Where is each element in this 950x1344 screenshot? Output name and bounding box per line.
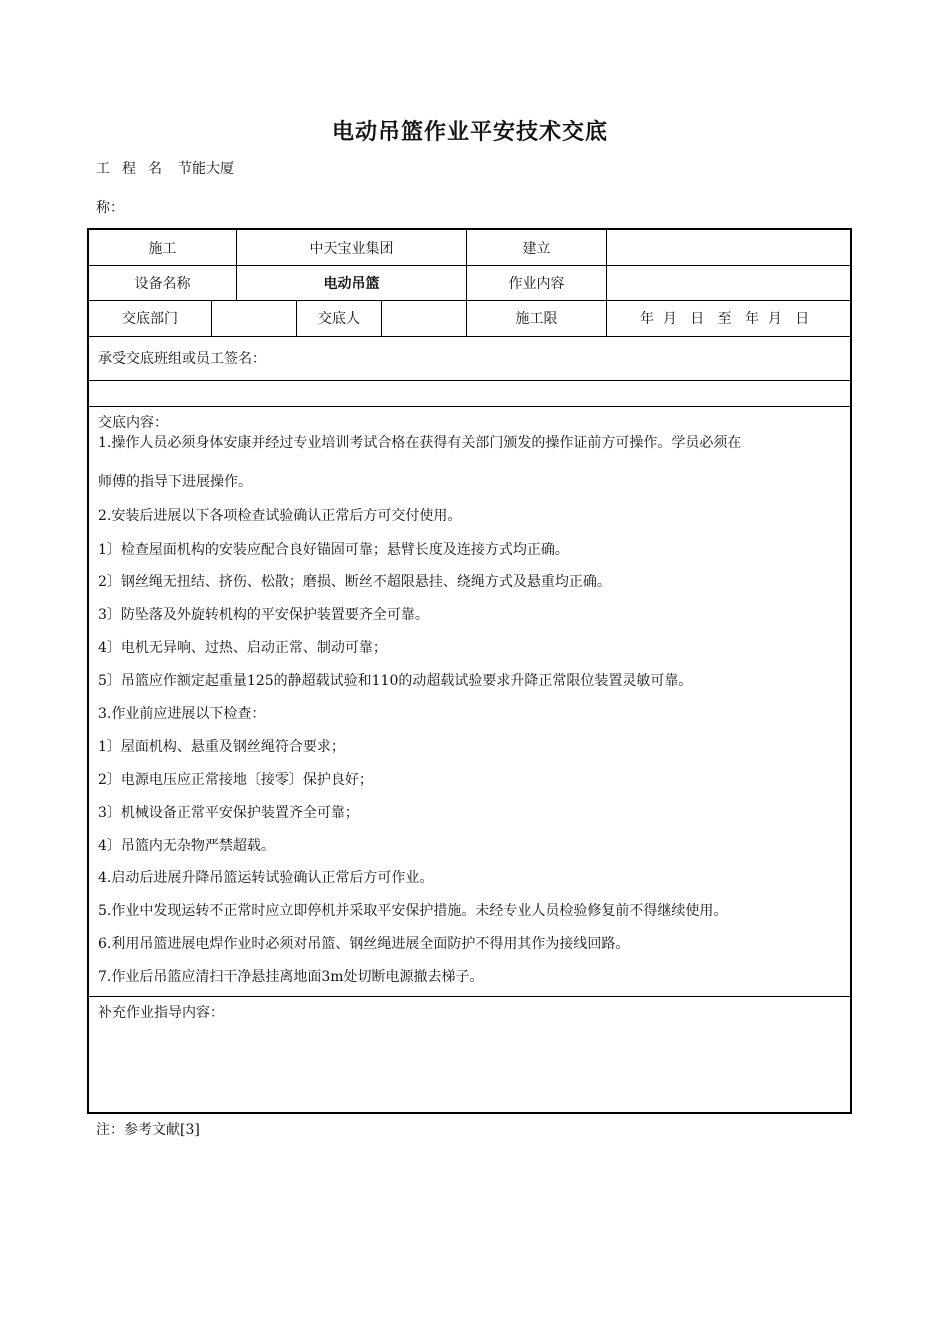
content-line: 4〕电机无异响、过热、启动正常、制动可靠； [98, 640, 387, 656]
supplement-row [89, 996, 850, 1114]
equipment-name-value: 电动吊篮 [237, 265, 467, 300]
project-name-line [96, 158, 234, 178]
project-name-value: 节能大厦 [178, 161, 234, 177]
content-line: 3〕防坠落及外旋转机构的平安保护装置要齐全可靠。 [98, 607, 429, 623]
content-row [89, 406, 850, 997]
signature-row [89, 336, 850, 381]
reference-note: 注：参考文献[3] [96, 1122, 200, 1138]
content-line: 1〕检查屋面机构的安装应配合良好锚固可靠；悬臂长度及连接方式均正确。 [98, 542, 569, 558]
signature-blank-row [89, 380, 850, 407]
signature-label: 承受交底班组或员工签名： [98, 351, 266, 367]
project-name-label-cont: 称： [96, 200, 124, 216]
content-line: 1〕屋面机构、悬重及钢丝绳符合要求； [98, 739, 345, 755]
content-line: 2〕钢丝绳无扭结、挤伤、松散；磨损、断丝不超限悬挂、绕绳方式及悬重均正确。 [98, 574, 611, 590]
briefing-person-value [382, 300, 467, 336]
content-line: 4.启动后进展升降吊篮运转试验确认正常后方可作业。 [98, 870, 434, 886]
content-line: 4〕吊篮内无杂物严禁超载。 [98, 838, 275, 854]
table-row [89, 230, 850, 266]
content-label: 交底内容： [98, 415, 168, 431]
content-line: 师傅的指导下进展操作。 [98, 474, 252, 490]
content-line: 6.利用吊篮进展电焊作业时必须对吊篮、钢丝绳进展全面防护不得用其作为接线回路。 [98, 936, 630, 952]
construction-label: 施工 [89, 230, 237, 265]
content-line: 5〕吊篮应作额定起重量125的静超载试验和110的动超载试验要求升降正常限位装置灵敏可靠。 [98, 673, 693, 689]
briefing-table [87, 228, 852, 1114]
work-content-label: 作业内容 [467, 265, 607, 300]
briefing-dept-label: 交底部门 [89, 300, 212, 336]
briefing-dept-value [212, 300, 297, 336]
page-title: 电动吊篮作业平安技术交底 [331, 120, 608, 145]
date-range-text: 年 月 日 至 年 月 日 [640, 311, 810, 327]
establish-value [607, 230, 850, 265]
content-line: 2〕电源电压应正常接地〔接零〕保护良好； [98, 772, 373, 788]
construction-period-label: 施工限 [467, 300, 607, 336]
establish-label: 建立 [467, 230, 607, 265]
content-line: 3〕机械设备正常平安保护装置齐全可靠； [98, 805, 359, 821]
briefing-person-label: 交底人 [297, 300, 382, 336]
table-row [89, 265, 850, 301]
construction-period-value [607, 300, 850, 336]
supplement-label: 补充作业指导内容： [98, 1005, 224, 1021]
project-name-label: 工程名 [96, 161, 174, 177]
content-line: 2.安装后进展以下各项检查试验确认正常后方可交付使用。 [98, 508, 462, 524]
content-line: 5.作业中发现运转不正常时应立即停机并采取平安保护措施。未经专业人员检验修复前不得继续使用。 [98, 903, 728, 919]
construction-value: 中天宝业集团 [237, 230, 467, 265]
work-content-value [607, 265, 850, 300]
content-line: 7.作业后吊篮应清扫干净悬挂离地面3m处切断电源撤去梯子。 [98, 969, 484, 985]
equipment-name-label: 设备名称 [89, 265, 237, 300]
content-line: 3.作业前应进展以下检查： [98, 706, 266, 722]
content-line: 1.操作人员必须身体安康并经过专业培训考试合格在获得有关部门颁发的操作证前方可操作。学员必须在 [98, 435, 742, 451]
table-row [89, 300, 850, 337]
